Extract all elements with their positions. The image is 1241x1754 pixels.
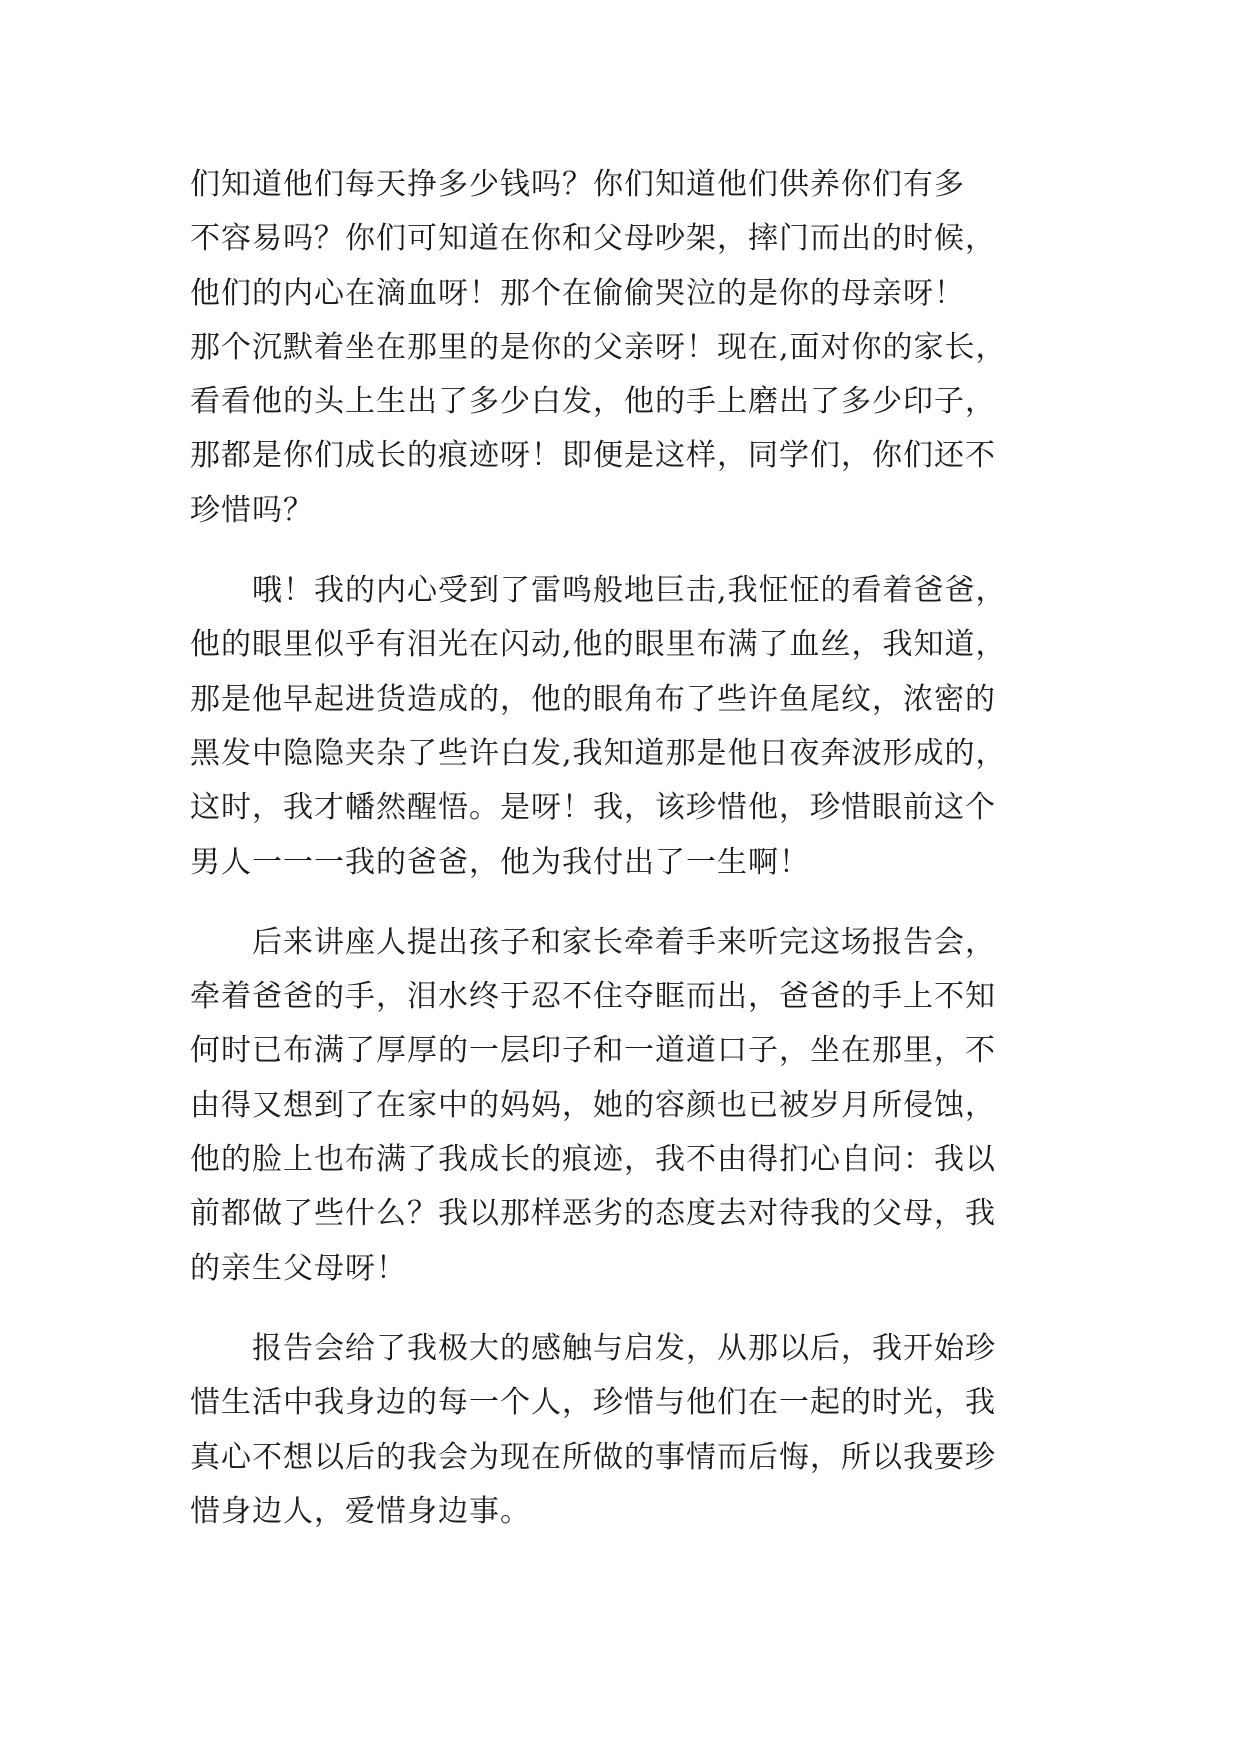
text-line: 惜身边人，爱惜身边事。: [190, 1493, 531, 1529]
text-line: 不容易吗？你们可知道在你和父母吵架，摔门而出的时候，: [190, 221, 996, 257]
text-line: 哦！我的内心受到了雷鸣般地巨击,我怔怔的看着爸爸，: [252, 573, 1007, 609]
text-line: 前都做了些什么？我以那样恶劣的态度去对待我的父母，我: [190, 1196, 996, 1232]
text-line: 惜生活中我身边的每一个人，珍惜与他们在一起的时光，我: [190, 1385, 996, 1421]
text-line: 由得又想到了在家中的妈妈，她的容颜也已被岁月所侵蚀，: [190, 1087, 996, 1123]
text-line: 看看他的头上生出了多少白发，他的手上磨出了多少印子，: [190, 384, 996, 420]
text-line: 那是他早起进货造成的，他的眼角布了些许鱼尾纹，浓密的: [190, 681, 996, 717]
body-text: [190, 158, 1070, 1539]
paragraph: [190, 916, 1070, 1296]
text-line: 报告会给了我极大的感触与启发，从那以后，我开始珍: [252, 1330, 996, 1366]
paragraph: [190, 158, 1070, 538]
text-line: 那都是你们成长的痕迹呀！即便是这样，同学们，你们还不: [190, 438, 996, 474]
text-line: 他的眼里似乎有泪光在闪动,他的眼里布满了血丝，我知道，: [190, 627, 1007, 663]
paragraph-spacing: [190, 538, 1070, 564]
text-line: 们知道他们每天挣多少钱吗？你们知道他们供养你们有多: [190, 167, 965, 202]
text-line: 后来讲座人提出孩子和家长牵着手来听完这场报告会，: [252, 924, 996, 960]
text-line: 何时已布满了厚厚的一层印子和一道道口子，坐在那里，不: [190, 1033, 996, 1069]
paragraph: [190, 564, 1070, 890]
text-line: 珍惜吗？: [190, 492, 314, 528]
paragraph: [190, 1322, 1070, 1539]
paragraph-spacing: [190, 890, 1070, 916]
text-line: 他的脸上也布满了我成长的痕迹，我不由得扪心自问：我以: [190, 1142, 996, 1178]
text-line: 真心不想以后的我会为现在所做的事情而后悔，所以我要珍: [190, 1439, 996, 1475]
text-line: 他们的内心在滴血呀！那个在偷偷哭泣的是你的母亲呀！: [190, 275, 965, 311]
text-line: 这时，我才幡然醒悟。是呀！我，该珍惜他，珍惜眼前这个: [190, 790, 996, 826]
text-line: 牵着爸爸的手，泪水终于忍不住夺眶而出，爸爸的手上不知: [190, 979, 996, 1015]
text-line: 男人一一一我的爸爸，他为我付出了一生啊！: [190, 844, 810, 880]
text-line: 那个沉默着坐在那里的是你的父亲呀！现在,面对你的家长，: [190, 329, 1007, 365]
text-line: 的亲生父母呀！: [190, 1250, 407, 1286]
text-line: 黑发中隐隐夹杂了些许白发,我知道那是他日夜奔波形成的，: [190, 735, 1007, 771]
paragraph-spacing: [190, 1296, 1070, 1322]
